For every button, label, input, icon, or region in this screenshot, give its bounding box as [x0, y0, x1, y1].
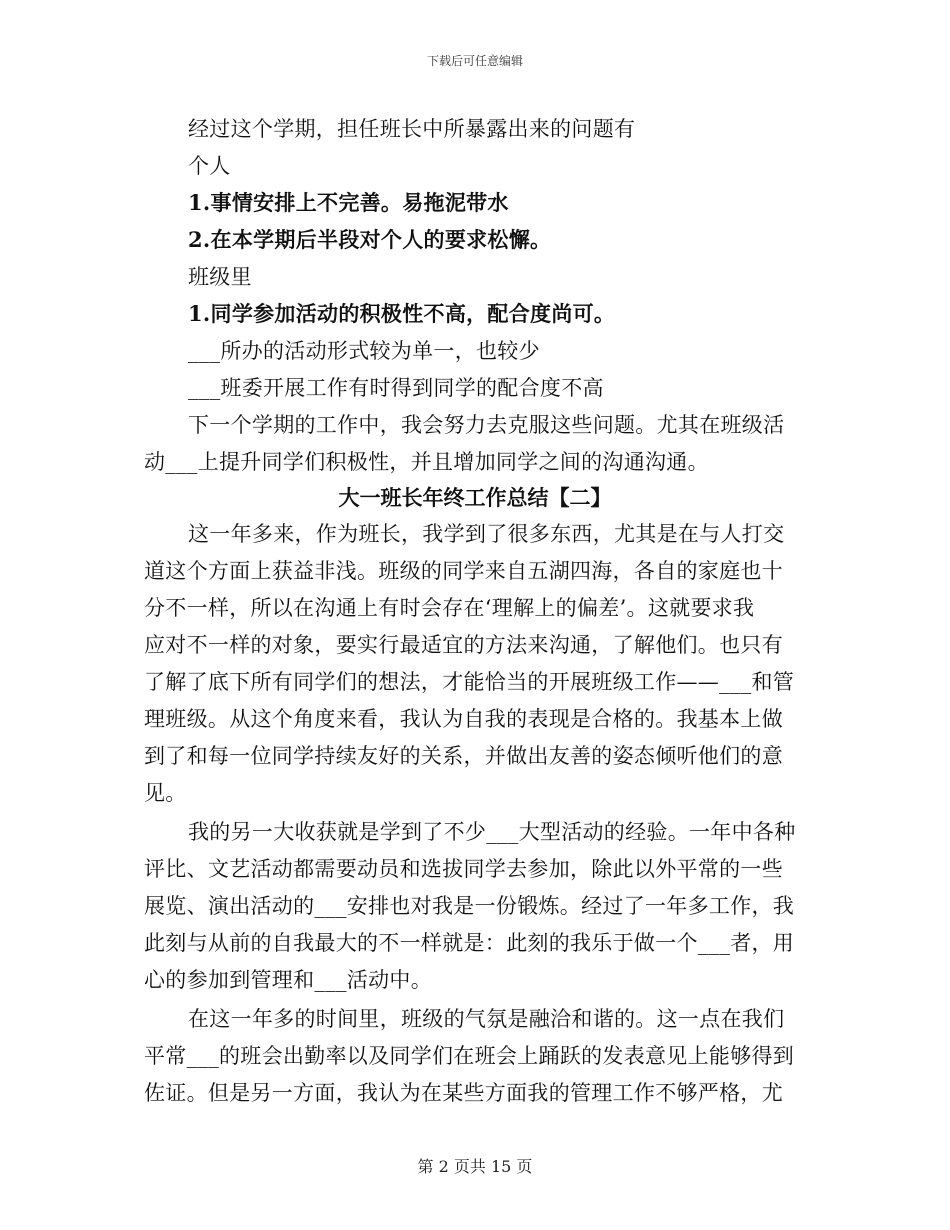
text-line: 道这个方面上获益非浅。班级的同学来自五湖四海，各自的家庭也十 [144, 559, 783, 583]
page-header: 下载后可任意编辑 [426, 54, 523, 68]
text-line: 动___上提升同学们积极性，并且增加同学之间的沟通沟通。 [144, 450, 709, 474]
text-line: 个人 [188, 154, 231, 178]
text-line: 应对不一样的对象，要实行最适宜的方法来沟通，了解他们。也只有 [144, 633, 783, 657]
text-line: 平常___的班会出勤率以及同学们在班会上踊跃的发表意见上能够得到 [144, 1044, 795, 1068]
text-line: 佐证。但是另一方面，我认为在某些方面我的管理工作不够严格，尤 [144, 1081, 783, 1105]
text-line: 心的参加到管理和___活动中。 [144, 968, 432, 992]
text-line: 展览、演出活动的___安排也对我是一份锻炼。经过了一年多工作，我 [144, 894, 795, 918]
text-line: 班级里 [188, 265, 252, 289]
page-footer: 第 2 页共 15 页 [417, 1157, 533, 1176]
text-line: 理班级。从这个角度来看，我认为自我的表现是合格的。我基本上做 [144, 707, 783, 731]
text-line: ___班委开展工作有时得到同学的配合度不高 [188, 376, 604, 400]
text-line: 分不一样，所以在沟通上有时会存在‘理解上的偏差’。这就要求我 [144, 596, 755, 620]
section-title: 大一班长年终工作总结【二】 [338, 485, 612, 510]
text-line: 这一年多来，作为班长，我学到了很多东西，尤其是在与人打交 [188, 522, 785, 546]
text-line: 经过这个学期，担任班长中所暴露出来的问题有 [188, 117, 636, 141]
text-line: 下一个学期的工作中，我会努力去克服这些问题。尤其在班级活 [188, 413, 785, 437]
text-line: 2.在本学期后半段对个人的要求松懈。 [188, 227, 552, 252]
text-line: 到了和每一位同学持续友好的关系，并做出友善的姿态倾听他们的意 [144, 744, 783, 768]
text-line: 见。 [144, 781, 187, 805]
text-line: 1.事情安排上不完善。易拖泥带水 [188, 190, 509, 215]
text-line: 了解了底下所有同学们的想法，才能恰当的开展班级工作——___和管 [144, 670, 795, 694]
text-line: 1.同学参加活动的积极性不高，配合度尚可。 [188, 301, 616, 326]
text-line: 评比、文艺活动都需要动员和选拔同学去参加，除此以外平常的一些 [144, 857, 783, 881]
text-line: ___所办的活动形式较为单一，也较少 [188, 339, 540, 363]
text-line: 在这一年多的时间里，班级的气氛是融洽和谐的。这一点在我们 [188, 1007, 785, 1031]
text-line: 我的另一大收获就是学到了不少___大型活动的经验。一年中各种 [188, 820, 796, 844]
text-line: 此刻与从前的自我最大的不一样就是：此刻的我乐于做一个___者，用 [144, 931, 795, 955]
